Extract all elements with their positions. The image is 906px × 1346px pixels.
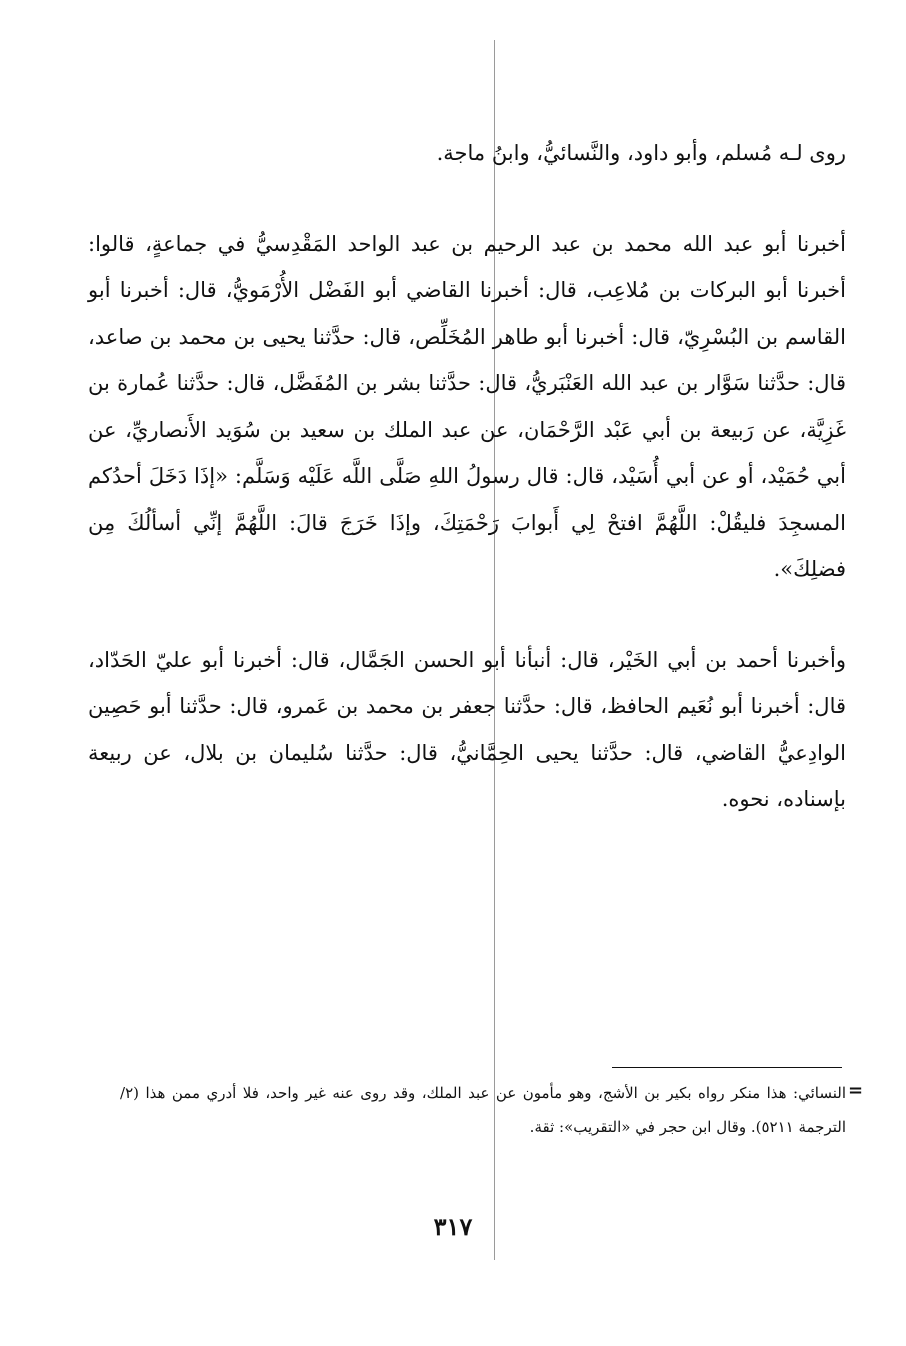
main-text bbox=[88, 130, 846, 867]
page-number: ٣١٧ bbox=[433, 1212, 473, 1241]
footnote-divider bbox=[612, 1067, 842, 1068]
paragraph-second-chain: وأخبرنا أحمد بن أبي الخَيْر، قال: أنبأنا أبو الحسن الجَمَّال، قال: أخبرنا أبو عليّ الحَدّاد، قال: أخبرنا أبو نُعَيم الحافظ، قال: حدَّثنا جعفر بن محمد بن عَمرو، قال: حدَّثنا أبو حَصِين الوادِعيُّ القاضي، قال: حدَّثنا يحيى الحِمَّانيُّ، قال: حدَّثنا سُليمان بن بلال، عن ربيعة بإسناده، نحوه. bbox=[88, 647, 846, 811]
footnote-continuation-marker: = bbox=[848, 1080, 864, 1101]
paragraph-hadith-chain: أخبرنا أبو عبد الله محمد بن عبد الرحيم بن عبد الواحد المَقْدِسيُّ في جماعةٍ، قالوا: أخبرنا أبو البركات بن مُلاعِب، قال: أخبرنا القاضي أبو الفَضْل الأُرْمَويُّ، قال: أخبرنا أبو القاسم بن البُسْرِيّ، قال: أخبرنا أبو طاهر المُخَلِّص، قال: حدَّثنا يحيى بن محمد بن صاعد، قال: حدَّثنا سَوَّار بن عبد الله العَنْبَريُّ، قال: حدَّثنا بشر بن المُفَضَّل، قال: حدَّثنا عُمارة بن غَزِيَّة، عن رَبيعة بن أبي عَبْد الرَّحْمَان، عن عبد الملك بن سعيد بن سُوَيد الأَنصاريِّ، عن أبي حُمَيْد، أو عن أبي أُسَيْد، قال: قال رسولُ اللهِ صَلَّى اللَّه عَلَيْه وَسَلَّم: «إذَا دَخَلَ أحدُكم المسجِدَ فليقُلْ: اللَّهُمَّ افتحْ لِي أَبوابَ رَحْمَتِكَ، وإذَا خَرَجَ قالَ: اللَّهُمَّ إنِّي أسألُكَ مِن فضلِكَ». bbox=[88, 231, 846, 581]
footnote-text: النسائي: هذا منكر رواه بكير بن الأشج، وهو مأمون عن عبد الملك، وقد روى عنه غير واحد، فلا أدري ممن هذا (٢/الترجمة ٥٢١١). وقال ابن حجر في «التقريب»: ثقة. bbox=[120, 1084, 846, 1136]
paragraph-narrators: روى لـه مُسلم، وأبو داود، والنَّسائيُّ، وابنُ ماجة. bbox=[436, 141, 846, 165]
